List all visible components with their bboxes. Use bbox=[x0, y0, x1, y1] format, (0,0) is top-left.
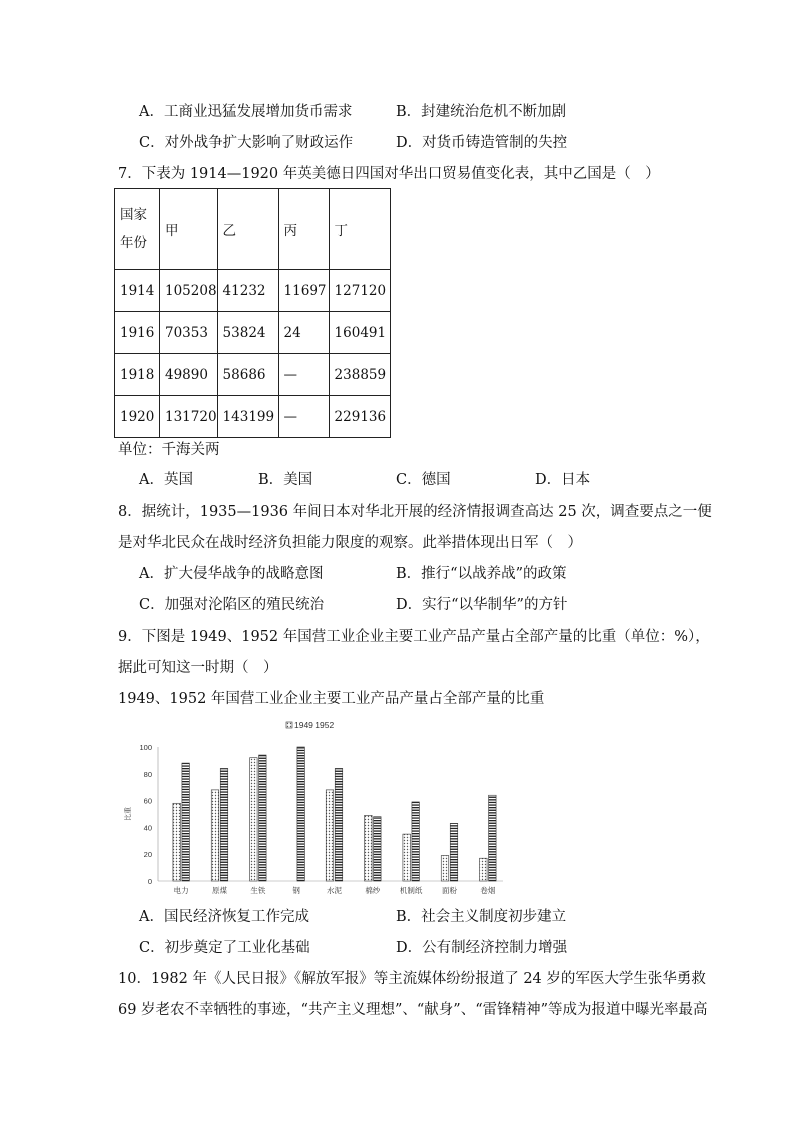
table-cell: 238859 bbox=[329, 354, 390, 396]
q9-figure-title: 1949、1952 年国营工业企业主要工业产品产量占全部产量的比重 bbox=[118, 691, 545, 707]
table-cell: 58686 bbox=[217, 354, 278, 396]
bar-1949 bbox=[250, 758, 257, 881]
bar-1949 bbox=[365, 815, 373, 881]
y-axis-label: 比重 bbox=[125, 807, 132, 821]
q6-option-d: D．对货币铸造管制的失控 bbox=[396, 135, 568, 151]
table-row bbox=[115, 270, 391, 312]
q7-trade-table bbox=[114, 188, 391, 438]
table-cell: 41232 bbox=[217, 270, 278, 312]
q7-option-b: B．美国 bbox=[258, 472, 313, 488]
bar-1949 bbox=[480, 858, 488, 881]
q9-option-b: B．社会主义制度初步建立 bbox=[396, 909, 567, 925]
q10-line-2: 69 岁老农不幸牺牲的事迹，“共产主义理想”、“献身”、“雷锋精神”等成为报道中曝光率最高 bbox=[118, 1002, 708, 1018]
q7-stem: 7．下表为 1914—1920 年英美德日四国对华出口贸易值变化表，其中乙国是（ ） bbox=[118, 166, 660, 182]
table-cell: 53824 bbox=[217, 312, 278, 354]
table-cell: 127120 bbox=[329, 270, 390, 312]
y-tick-label: 80 bbox=[143, 769, 152, 779]
q6-option-c: C．对外战争扩大影响了财政运作 bbox=[139, 135, 354, 151]
table-cell: 229136 bbox=[329, 396, 390, 438]
table-corner-cell bbox=[115, 189, 160, 270]
x-tick-label: 水泥 bbox=[327, 886, 342, 895]
x-tick-label: 生铁 bbox=[250, 886, 266, 895]
x-tick-label: 卷烟 bbox=[480, 886, 496, 895]
table-cell: 131720 bbox=[160, 396, 218, 438]
x-tick-label: 电力 bbox=[173, 886, 189, 895]
column-header-jia: 甲 bbox=[160, 189, 218, 270]
q9-option-a: A．国民经济恢复工作完成 bbox=[139, 909, 309, 925]
column-header-yi: 乙 bbox=[217, 189, 278, 270]
y-tick-label: 100 bbox=[139, 743, 152, 752]
table-cell: 160491 bbox=[329, 312, 390, 354]
x-tick-label: 钢 bbox=[292, 886, 300, 895]
table-row bbox=[115, 312, 391, 354]
q7-option-c: C．德国 bbox=[396, 472, 451, 488]
bar-1952 bbox=[182, 763, 190, 881]
bar-1952 bbox=[374, 817, 382, 881]
bar-1952 bbox=[297, 747, 305, 881]
bar-1952 bbox=[259, 755, 267, 881]
chart-legend bbox=[286, 720, 334, 730]
x-tick-label: 机制纸 bbox=[399, 886, 423, 895]
x-tick-label: 原煤 bbox=[212, 886, 227, 895]
y-tick-label: 20 bbox=[143, 850, 152, 860]
q10-line-1: 10．1982 年《人民日报》《解放军报》等主流媒体纷纷报道了 24 岁的军医大学生张华勇救 bbox=[118, 971, 706, 987]
corner-country-label: 国家 bbox=[120, 207, 147, 223]
legend-swatch-1949 bbox=[286, 722, 292, 728]
production-share-chart bbox=[118, 716, 508, 898]
table-cell: 49890 bbox=[160, 354, 218, 396]
table-header-row bbox=[115, 189, 391, 270]
bar-1952 bbox=[489, 795, 497, 881]
q9-stem-line-2: 据此可知这一时期（ ） bbox=[118, 660, 278, 676]
bar-1952 bbox=[412, 802, 420, 881]
column-header-ding: 丁 bbox=[329, 189, 390, 270]
row-year: 1918 bbox=[115, 354, 160, 396]
bar-1952 bbox=[220, 768, 228, 881]
bar-1949 bbox=[173, 803, 181, 881]
q8-stem-line-1: 8．据统计，1935—1936 年间日本对华北开展的经济情报调查高达 25 次，调查要点之一便 bbox=[118, 504, 712, 520]
table-cell: — bbox=[278, 354, 329, 396]
table-cell: 70353 bbox=[160, 312, 218, 354]
y-tick-label: 60 bbox=[143, 796, 152, 806]
bar-1949 bbox=[326, 790, 334, 881]
bar-1949 bbox=[441, 856, 449, 881]
q6-option-a: A．工商业迅猛发展增加货币需求 bbox=[139, 104, 353, 120]
bar-1952 bbox=[335, 768, 343, 881]
row-year: 1914 bbox=[115, 270, 160, 312]
table-cell: 24 bbox=[278, 312, 329, 354]
q9-option-d: D．公有制经济控制力增强 bbox=[396, 940, 568, 956]
bar-1949 bbox=[403, 834, 411, 881]
row-year: 1920 bbox=[115, 396, 160, 438]
q7-option-a: A．英国 bbox=[139, 472, 193, 488]
row-year: 1916 bbox=[115, 312, 160, 354]
table-cell: 11697 bbox=[278, 270, 329, 312]
q8-option-d: D．实行“以华制华”的方针 bbox=[396, 597, 568, 613]
legend-label: 1949 1952 bbox=[294, 720, 335, 730]
q8-option-b: B．推行“以战养战”的政策 bbox=[396, 566, 567, 582]
bar-1949 bbox=[211, 790, 219, 881]
table-row bbox=[115, 396, 391, 438]
table-cell: 105208 bbox=[160, 270, 218, 312]
x-tick-label: 棉纱 bbox=[365, 886, 381, 895]
q8-option-c: C．加强对沦陷区的殖民统治 bbox=[139, 597, 325, 613]
q6-option-b: B．封建统治危机不断加剧 bbox=[396, 104, 567, 120]
q9-option-c: C．初步奠定了工业化基础 bbox=[139, 940, 310, 956]
q9-stem-line-1: 9．下图是 1949、1952 年国营工业企业主要工业产品产量占全部产量的比重（单位：%）， bbox=[118, 629, 710, 645]
y-tick-label: 0 bbox=[147, 877, 152, 886]
table-cell: 143199 bbox=[217, 396, 278, 438]
q7-unit: 单位：千海关两 bbox=[118, 442, 220, 458]
y-tick-label: 40 bbox=[143, 823, 152, 833]
table-row bbox=[115, 354, 391, 396]
q8-option-a: A．扩大侵华战争的战略意图 bbox=[139, 566, 324, 582]
q8-stem-line-2: 是对华北民众在战时经济负担能力限度的观察。此举措体现出日军（ ） bbox=[118, 535, 582, 551]
bar-1952 bbox=[450, 823, 458, 881]
x-tick-label: 面粉 bbox=[442, 886, 457, 895]
column-header-bing: 丙 bbox=[278, 189, 329, 270]
corner-year-label: 年份 bbox=[120, 235, 147, 251]
table-cell: — bbox=[278, 396, 329, 438]
q7-option-d: D．日本 bbox=[535, 472, 591, 488]
